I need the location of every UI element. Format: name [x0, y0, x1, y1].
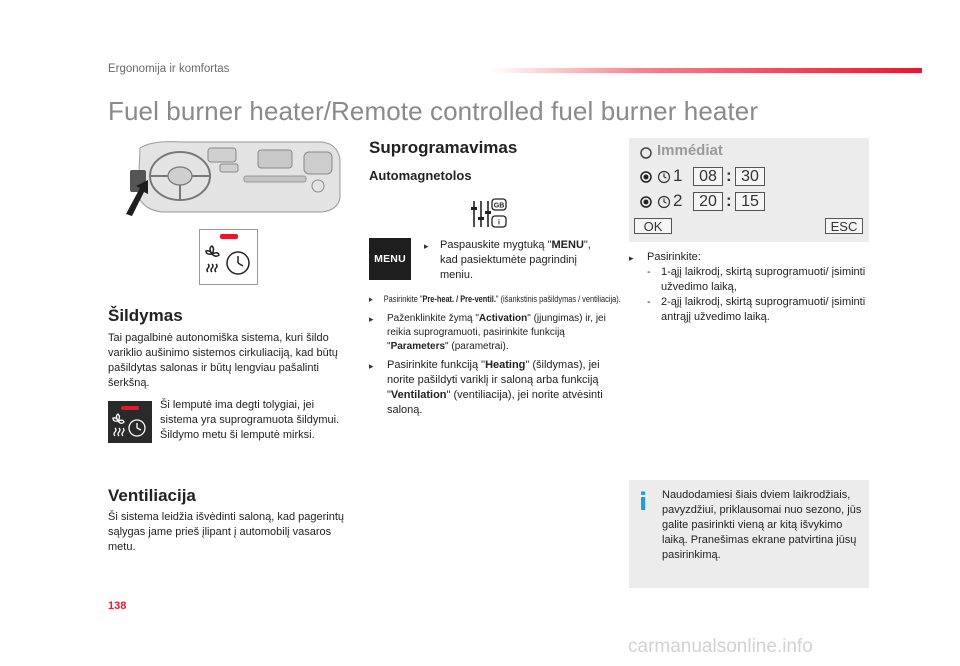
timer1-minutes[interactable]: 30: [735, 167, 765, 186]
timer2-separator: :: [726, 191, 732, 210]
fan-heater-clock-icon: [108, 401, 152, 443]
ventilation-description: Ši sistema leidžia išvėdinti saloną, kad pagerintų sąlygas jame prieš įlipant į automobilį vasaros metu.: [108, 511, 345, 553]
triangle-bullet-icon: ▸: [424, 241, 429, 251]
step-menu: ▸ Paspauskite mygtuką "MENU", kad pasiektumėte pagrindinį meniu.: [424, 239, 591, 281]
heating-description: Tai pagalbinė autonomiška sistema, kuri šildo variklio aušinimo sistemos cirkuliaciją, kad būtų pašildytas salonas ir būtų lengviau pašalinti šerkšną.: [108, 332, 338, 389]
info-badge: i: [498, 219, 500, 227]
sliders-settings-icon: [468, 197, 508, 231]
fan-heater-clock-icon: [200, 230, 257, 284]
triangle-bullet-icon: ▸: [369, 294, 373, 304]
info-icon: i: [639, 488, 648, 516]
section-label: Ergonomija ir komfortas: [108, 63, 230, 75]
timer1-separator: :: [726, 166, 732, 185]
timer-screen: [629, 138, 869, 242]
ok-button[interactable]: OK: [634, 218, 672, 234]
timer2-minutes[interactable]: 15: [735, 192, 765, 211]
triangle-bullet-icon: ▸: [629, 253, 634, 263]
triangle-bullet-icon: ▸: [369, 361, 374, 371]
timer2-hours[interactable]: 20: [693, 192, 723, 211]
timer1-hours[interactable]: 08: [693, 167, 723, 186]
page-title: Fuel burner heater/Remote controlled fuel burner heater: [108, 96, 759, 126]
clock-icon: [657, 195, 671, 209]
heater-panel-icon: [199, 229, 258, 285]
dashboard-illustration: [122, 138, 344, 218]
info-box: [629, 480, 869, 588]
info-text: Naudodamiesi šiais dviem laikrodžiais, pavyzdžiui, priklausomai nuo sezono, jūs galite pasirinkti vieną ar kitą išvykimo laiką. Pranešimas ekrane patvirtina jūsų pasirinkimą.: [662, 489, 862, 561]
clock-icon: [657, 170, 671, 184]
page-number: 138: [108, 600, 127, 612]
selection-item-1: - 1-ąjį laikrodį, skirtą suprogramuoti/ įsiminti užvedimo laiką,: [647, 266, 866, 293]
radio-selected-icon[interactable]: [639, 195, 653, 209]
radio-empty-icon[interactable]: [639, 146, 653, 160]
heating-lamp-note: Ši lemputė ima degti tolygiai, jei sistema yra suprogramuota šildymui. Šildymo metu ši lemputė mirksi.: [160, 399, 340, 441]
timer2-index: 2: [673, 191, 683, 210]
step-activation: ▸ Paženklinkite žymą "Activation" (įjungimas) ir, jei reikia suprogramuoti, pasirinkite funkciją "Parameters" (parametrai).: [369, 313, 606, 352]
programming-heading: Suprogramavimas: [369, 138, 518, 157]
triangle-bullet-icon: ▸: [369, 314, 374, 324]
radio-selected-icon[interactable]: [639, 170, 653, 184]
menu-button[interactable]: MENU: [369, 238, 411, 280]
ventilation-heading: Ventiliacija: [108, 486, 196, 505]
header-accent-bar: [490, 68, 922, 73]
selection-list: ▸ Pasirinkite: - 1-ąjį laikrodį, skirtą suprogramuoti/ įsiminti užvedimo laiką, - 2-ąjį laikrodį, skirtą suprogramuoti/ įsiminti antrąjį užvedimo laiką.: [629, 250, 869, 325]
step-preheat: ▸ Pasirinkite "Pre-heat. / Pre-ventil." (išankstinis pašildymas / ventiliacija).: [369, 294, 621, 304]
gb-badge: GB: [493, 202, 505, 210]
heating-heading: Šildymas: [108, 306, 183, 325]
immediate-option[interactable]: Immédiat: [657, 142, 723, 159]
heater-lamp-icon: [108, 401, 152, 443]
programming-subheading: Automagnetolos: [369, 168, 472, 183]
step-heating: ▸ Pasirinkite funkciją "Heating" (šildymas), jei norite pašildyti variklį ir saloną arba funkciją "Ventilation" (ventiliacija), jei norite atvėsinti saloną.: [369, 359, 603, 416]
watermark: carmanualsonline.info: [628, 636, 813, 657]
esc-button[interactable]: ESC: [825, 218, 863, 234]
timer1-index: 1: [673, 166, 683, 185]
selection-item-2: - 2-ąjį laikrodį, skirtą suprogramuoti/ įsiminti antrąjį užvedimo laiką.: [647, 296, 866, 323]
